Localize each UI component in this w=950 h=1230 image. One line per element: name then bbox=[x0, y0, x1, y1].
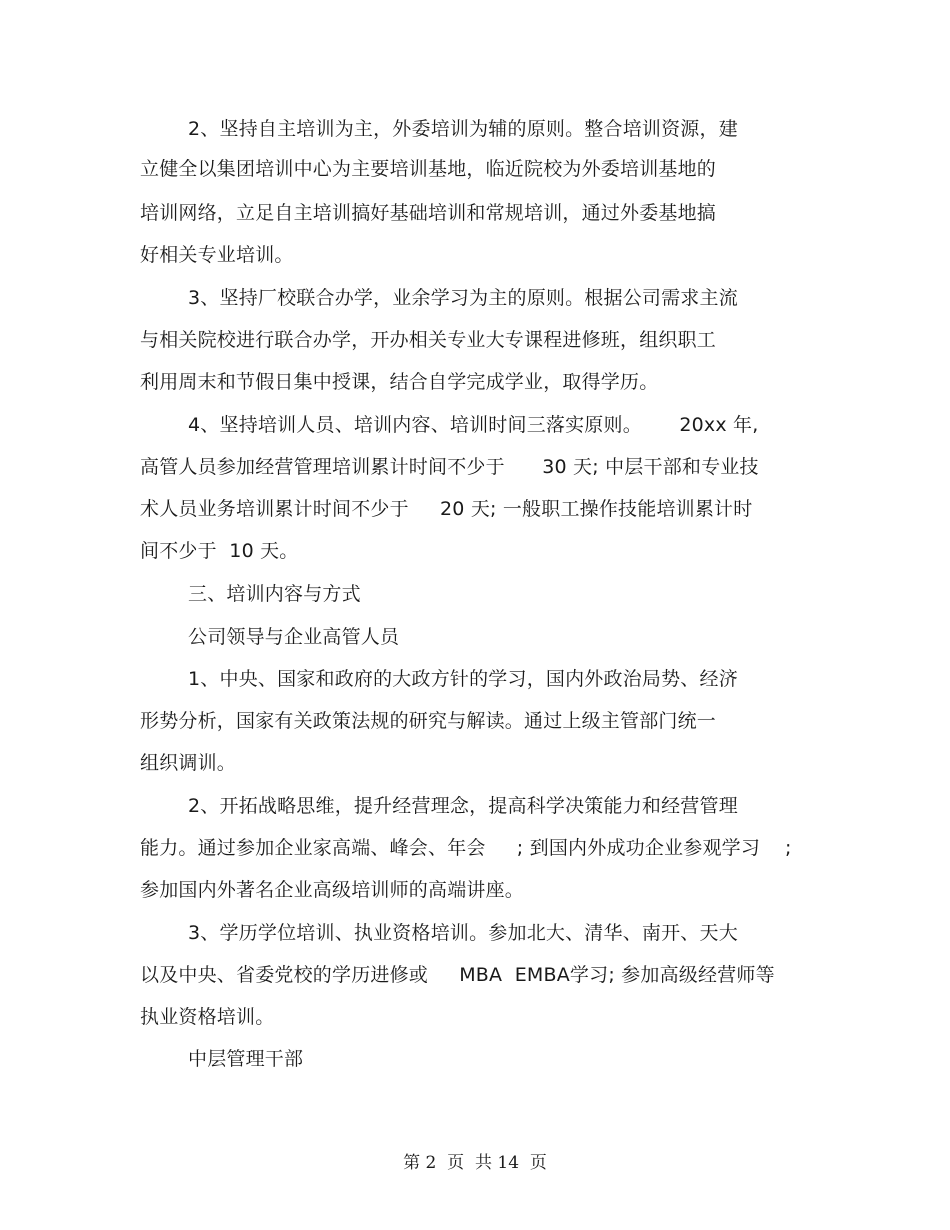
paragraph-line: 能力。通过参加企业家高端、峰会、年会 ; 到国内外成功企业参观学习 ; bbox=[140, 837, 792, 859]
paragraph-line: 3、坚持厂校联合办学，业余学习为主的原则。根据公司需求主流 bbox=[188, 287, 738, 309]
paragraph-line: 执业资格培训。 bbox=[140, 1006, 275, 1028]
paragraph-line: 培训网络，立足自主培训搞好基础培训和常规培训，通过外委基地搞 bbox=[140, 202, 717, 224]
paragraph-line: 高管人员参加经营管理培训累计时间不少于 30 天; 中层干部和专业技 bbox=[140, 456, 759, 478]
paragraph-line: 立健全以集团培训中心为主要培训基地，临近院校为外委培训基地的 bbox=[140, 158, 717, 180]
paragraph-line: 2、坚持自主培训为主，外委培训为辅的原则。整合培训资源，建 bbox=[188, 118, 738, 140]
paragraph-line: 2、开拓战略思维，提升经营理念，提高科学决策能力和经营管理 bbox=[188, 795, 738, 817]
paragraph-line: 1、中央、国家和政府的大政方针的学习，国内外政治局势、经济 bbox=[188, 668, 738, 690]
paragraph-line: 组织调训。 bbox=[140, 752, 237, 774]
paragraph-line: 好相关专业培训。 bbox=[140, 244, 294, 266]
section-heading: 三、培训内容与方式 bbox=[188, 583, 361, 605]
paragraph-line: 4、坚持培训人员、培训内容、培训时间三落实原则。 20xx 年, bbox=[188, 414, 759, 436]
subsection-heading: 中层管理干部 bbox=[188, 1048, 304, 1070]
subsection-heading: 公司领导与企业高管人员 bbox=[188, 626, 400, 648]
paragraph-line: 术人员业务培训累计时间不少于 20 天; 一般职工操作技能培训累计时 bbox=[140, 498, 753, 520]
paragraph-line: 3、学历学位培训、执业资格培训。参加北大、清华、南开、天大 bbox=[188, 922, 738, 944]
paragraph-line: 参加国内外著名企业高级培训师的高端讲座。 bbox=[140, 879, 525, 901]
paragraph-line: 以及中央、省委党校的学历进修或 MBA EMBA学习; 参加高级经营师等 bbox=[140, 964, 775, 986]
paragraph-line: 间不少于 10 天。 bbox=[140, 540, 299, 562]
paragraph-line: 利用周末和节假日集中授课，结合自学完成学业，取得学历。 bbox=[140, 371, 659, 393]
paragraph-line: 与相关院校进行联合办学，开办相关专业大专课程进修班，组织职工 bbox=[140, 329, 717, 351]
page-number-footer: 第 2 页 共 14 页 bbox=[403, 1153, 547, 1173]
paragraph-line: 形势分析，国家有关政策法规的研究与解读。通过上级主管部门统一 bbox=[140, 710, 717, 732]
